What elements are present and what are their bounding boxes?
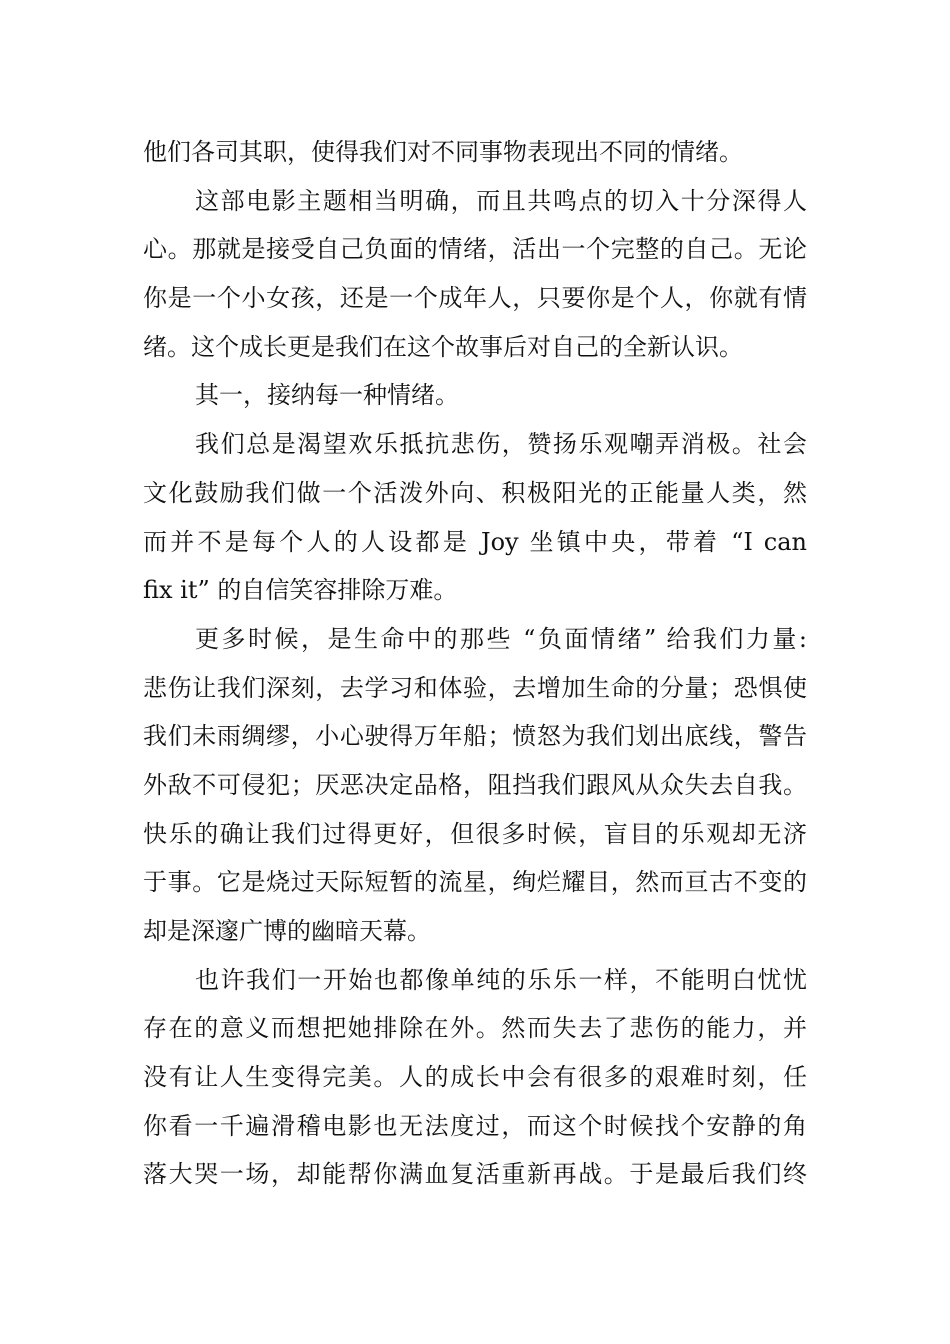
text-line: 文化鼓励我们做一个活泼外向、积极阳光的正能量人类，然 xyxy=(143,478,807,507)
text-line: 落大哭一场，却能帮你满血复活重新再战。于是最后我们终 xyxy=(143,1160,807,1189)
text-line: 外敌不可侵犯；厌恶决定品格，阻挡我们跟风从众失去自我。 xyxy=(143,770,807,799)
text-line: 于事。它是烧过天际短暂的流星，绚烂耀目，然而亘古不变的 xyxy=(143,868,807,897)
text-line: 心。那就是接受自己负面的情绪，活出一个完整的自己。无论 xyxy=(143,235,807,264)
text-line: 也许我们一开始也都像单纯的乐乐一样，不能明白忧忧 xyxy=(195,965,807,994)
text-line: 更多时候，是生命中的那些 “负面情绪” 给我们力量: xyxy=(195,624,807,653)
text-line: 我们未雨绸缪，小心驶得万年船；愤怒为我们划出底线，警告 xyxy=(143,722,807,751)
text-line: 而并不是每个人的人设都是 Joy 坐镇中央，带着 “I can xyxy=(143,527,807,556)
text-line: 你是一个小女孩，还是一个成年人，只要你是个人，你就有情 xyxy=(143,284,807,313)
text-line: 悲伤让我们深刻，去学习和体验，去增加生命的分量；恐惧使 xyxy=(143,673,807,702)
text-line: 你看一千遍滑稽电影也无法度过，而这个时候找个安静的角 xyxy=(143,1111,807,1140)
text-line: 没有让人生变得完美。人的成长中会有很多的艰难时刻，任 xyxy=(143,1063,807,1092)
text-line: 快乐的确让我们过得更好，但很多时候，盲目的乐观却无济 xyxy=(143,819,807,848)
text-line: 这部电影主题相当明确，而且共鸣点的切入十分深得人 xyxy=(195,186,807,215)
text-line: 存在的意义而想把她排除在外。然而失去了悲伤的能力，并 xyxy=(143,1014,807,1043)
text-line: 绪。这个成长更是我们在这个故事后对自己的全新认识。 xyxy=(143,332,743,361)
text-line: 其一，接纳每一种情绪。 xyxy=(195,381,459,410)
text-line: 却是深邃广博的幽暗天幕。 xyxy=(143,917,431,945)
text-line: 我们总是渴望欢乐抵抗悲伤，赞扬乐观嘲弄消极。社会 xyxy=(195,430,807,459)
text-line: fix it” 的自信笑容排除万难。 xyxy=(143,576,458,605)
body-text xyxy=(143,128,807,1199)
text-line: 他们各司其职，使得我们对不同事物表现出不同的情绪。 xyxy=(143,138,743,166)
